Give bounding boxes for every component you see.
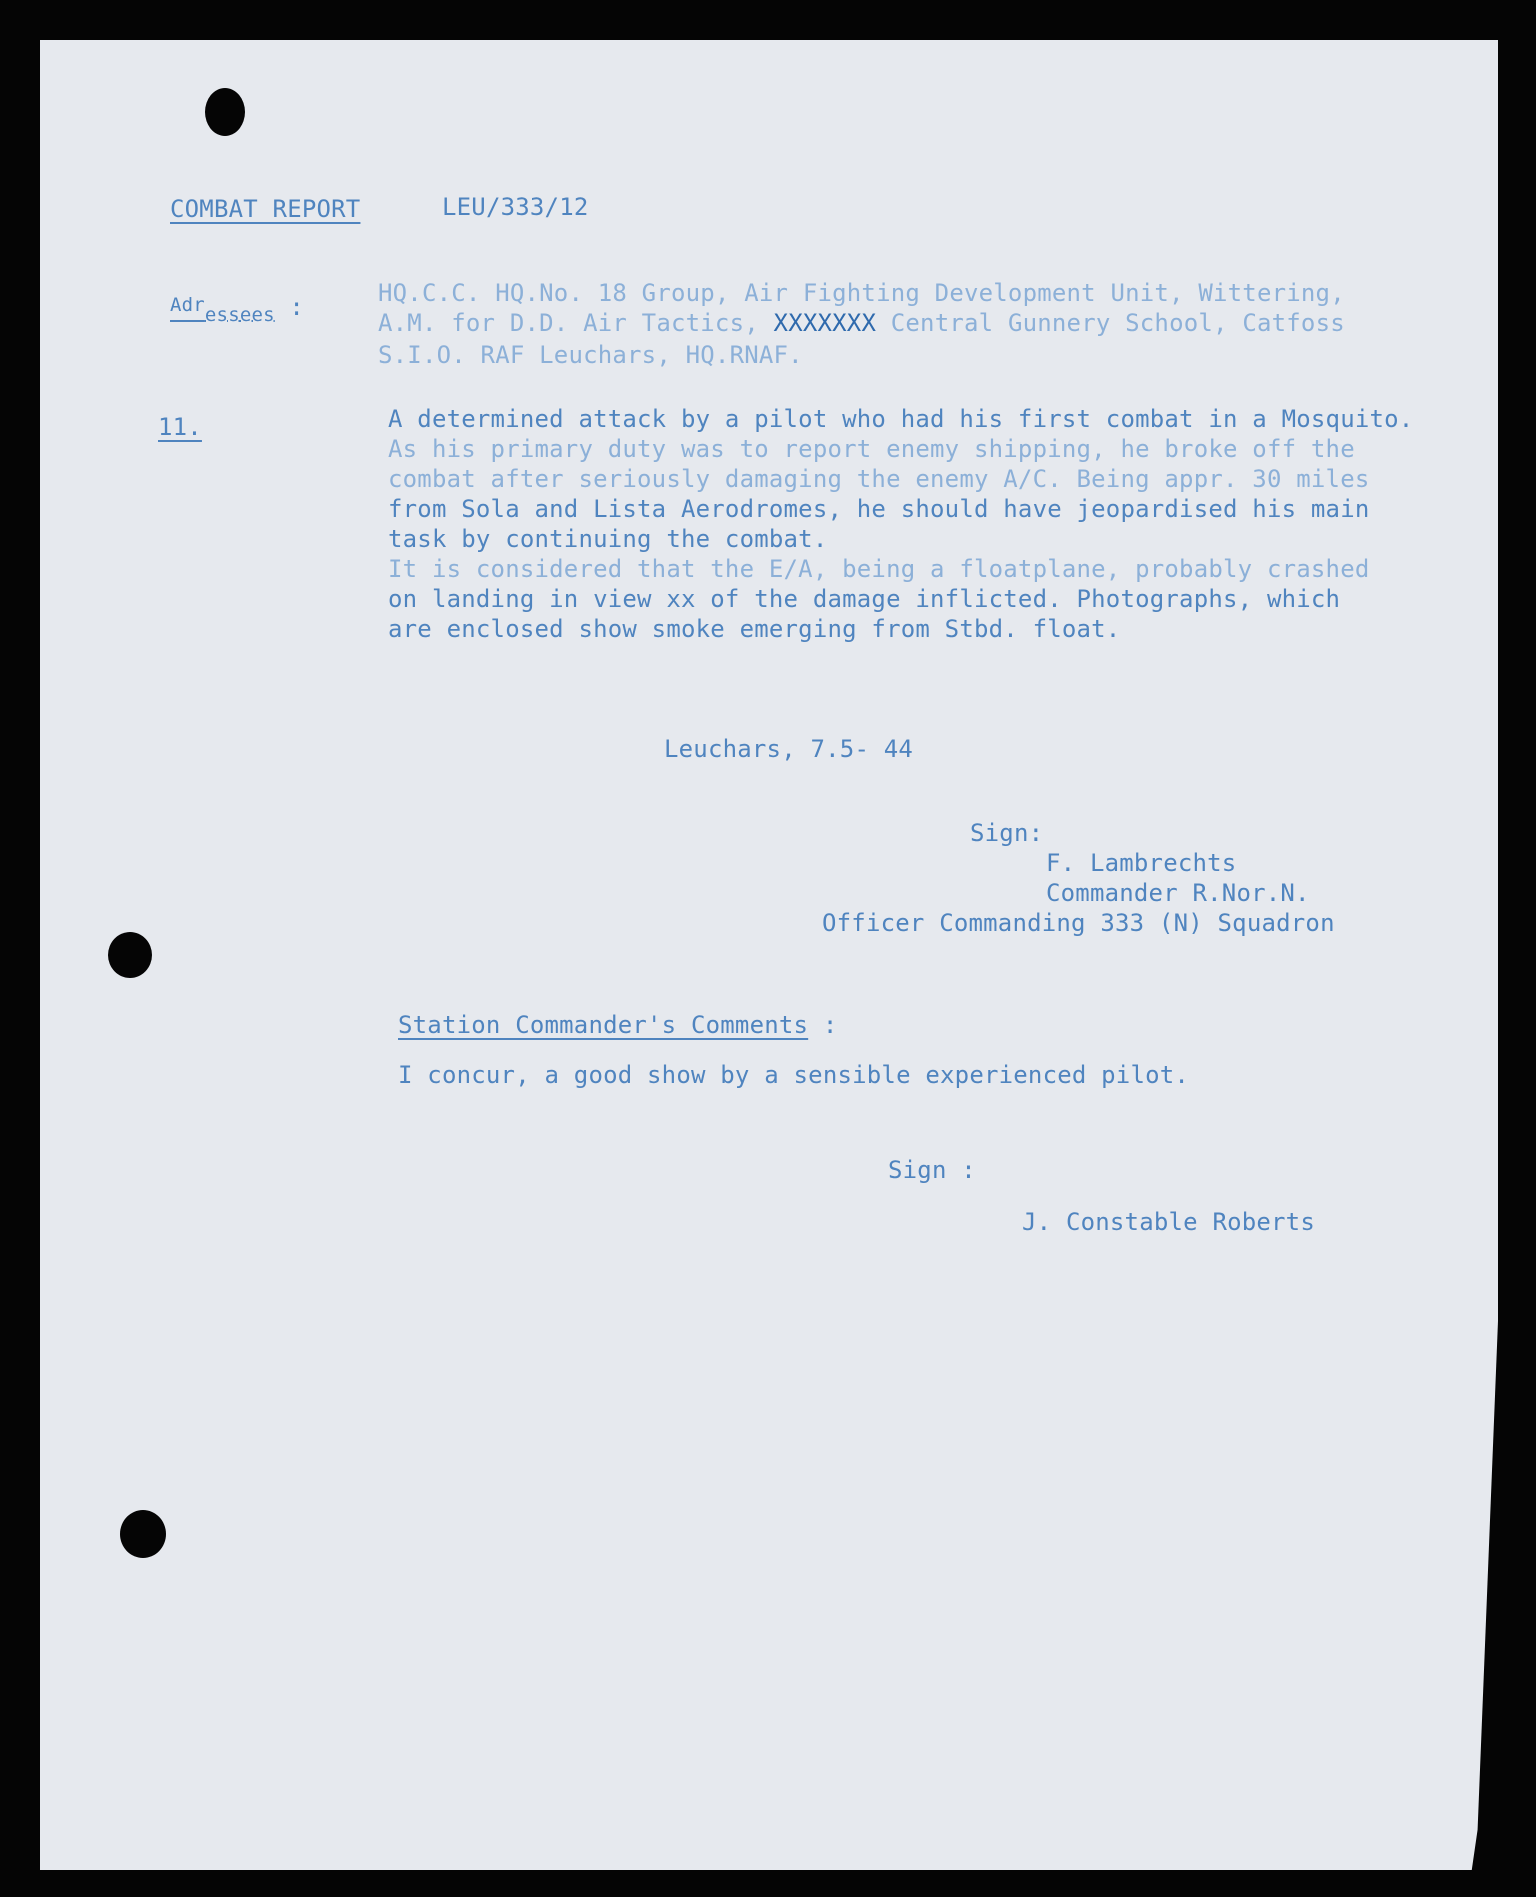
paragraph-line-4: from Sola and Lista Aerodromes, he should have jeopardised his main <box>388 495 1370 523</box>
punch-hole-top <box>205 88 245 136</box>
paragraph-line-6: It is considered that the E/A, being a floatplane, probably crashed <box>388 555 1370 583</box>
addressees-line-2 <box>378 308 1345 338</box>
addressees-colon: : <box>289 293 305 321</box>
signatory-name-2: J. Constable Roberts <box>1022 1208 1315 1236</box>
sign-label-2: Sign : <box>888 1156 976 1184</box>
punch-hole-bottom <box>120 1510 166 1558</box>
report-title: COMBAT REPORT <box>170 195 361 223</box>
sign-label-1: Sign: <box>970 819 1044 847</box>
station-comments-text: I concur, a good show by a sensible experienced pilot. <box>398 1061 1190 1089</box>
paragraph-line-1: A determined attack by a pilot who had his first combat in a Mosquito. <box>388 405 1414 433</box>
addressees-line-1: HQ.C.C. HQ.No. 18 Group, Air Fighting Development Unit, Wittering, <box>378 279 1345 307</box>
paragraph-number: 11. <box>158 413 202 441</box>
place-date: Leuchars, 7.5- 44 <box>664 735 914 763</box>
struck-out-text: XXXXXXX <box>773 309 877 337</box>
addressees-line-2-a: A.M. for D.D. Air Tactics, <box>378 309 759 337</box>
addressees-label-suffix: essees <box>204 304 275 326</box>
station-comments-heading <box>398 1010 838 1040</box>
paragraph-line-2: As his primary duty was to report enemy shipping, he broke off the <box>388 435 1355 463</box>
station-comments-colon: : <box>822 1011 838 1039</box>
paragraph-line-8: are enclosed show smoke emerging from Stbd. float. <box>388 615 1121 643</box>
addressees-line-3: S.I.O. RAF Leuchars, HQ.RNAF. <box>378 341 803 369</box>
signatory-position-1: Officer Commanding 333 (N) Squadron <box>822 909 1335 937</box>
report-reference: LEU/333/12 <box>442 193 589 221</box>
addressees-label <box>170 292 304 324</box>
addressees-label-prefix: Adr <box>170 294 205 316</box>
paragraph-line-7: on landing in view xx of the damage inflicted. Photographs, which <box>388 585 1341 613</box>
signatory-name-1: F. Lambrechts <box>1046 849 1237 877</box>
station-comments-title: Station Commander's Comments <box>398 1011 809 1039</box>
punch-hole-middle <box>108 932 152 978</box>
paragraph-line-5: task by continuing the combat. <box>388 525 828 553</box>
addressees-line-2-b: Central Gunnery School, Catfoss <box>890 309 1345 337</box>
signatory-rank-1: Commander R.Nor.N. <box>1046 879 1310 907</box>
paragraph-line-3: combat after seriously damaging the enemy A/C. Being appr. 30 miles <box>388 465 1370 493</box>
